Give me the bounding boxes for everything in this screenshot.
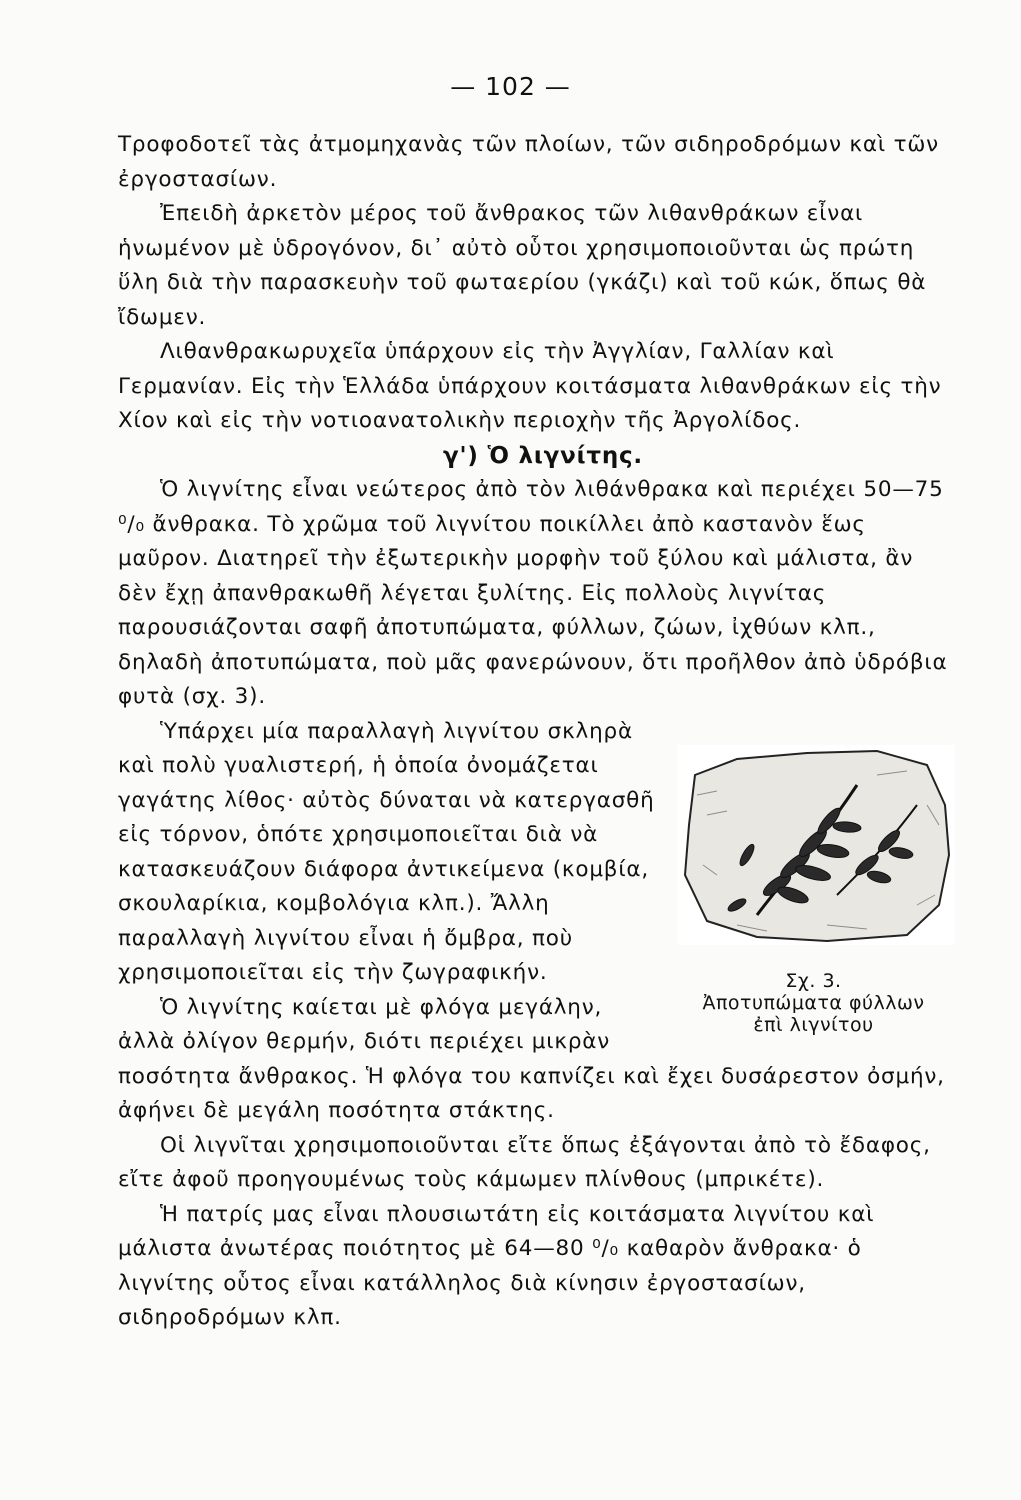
text-body xyxy=(118,128,948,1336)
figure xyxy=(671,745,956,1037)
figure-caption-line: ἐπὶ λιγνίτου xyxy=(753,1014,874,1036)
figure-caption-line: Ἀποτυπώματα φύλλων xyxy=(702,992,925,1014)
paragraph: Ἡ πατρίς μας εἶναι πλουσιωτάτη εἰς κοιτάσματα λιγνίτου καὶ μάλιστα ἀνωτέρας ποιότητος μὲ 64—80 ⁰/₀ καθαρὸν ἄνθρακα· ὁ λιγνίτης οὗτος εἶναι κατάλληλος διὰ κίνησιν ἐργοστασίων, σιδηροδρόμων κλπ. xyxy=(118,1201,875,1330)
paragraph: Ὁ λιγνίτης εἶναι νεώτερος ἀπὸ τὸν λιθάνθρακα καὶ περιέχει 50—75 ⁰/₀ ἄνθρακα. Τὸ χρῶμα τοῦ λιγνίτου ποικίλλει ἀπὸ καστανὸν ἕως μαῦρον. Διατηρεῖ τὴν ἐξωτερικὴν μορφὴν τοῦ ξύλου καὶ μάλιστα, ἂν δὲν ἔχῃ ἀπανθρακωθῆ λέγεται ξυλίτης. Εἰς πολλοὺς λιγνίτας παρουσιάζονται σαφῆ ἀποτυπώματα, φύλλων, ζώων, ἰχθύων κλπ., δηλαδὴ ἀποτυπώματα, ποὺ μᾶς φανερώνουν, ὅτι προῆλθον ἀπὸ ὑδρόβια φυτὰ (σχ. 3). xyxy=(118,477,948,709)
figure-caption xyxy=(671,970,956,1036)
figure-wrap-area xyxy=(118,715,948,1129)
paragraph: Λιθανθρακωρυχεῖα ὑπάρχουν εἰς τὴν Ἀγγλίαν, Γαλλίαν καὶ Γερμανίαν. Εἰς τὴν Ἑλλάδα ὑπάρχουν κοιτάσματα λιθανθράκων εἰς τὴν Χίον καὶ εἰς τὴν νοτιοανατολικὴν περιοχὴν τῆς Ἀργολίδος. xyxy=(118,339,942,433)
paragraph: Ὁ λιγνίτης καίεται μὲ φλόγα μεγάλην, ἀλλὰ ὀλίγον θερμήν, διότι περιέχει μικρὰν ποσότητα ἄνθρακος. Ἡ φλόγα του καπνίζει καὶ ἔχει δυσάρεστον ὀσμήν, ἀφήνει δὲ μεγάλη ποσότητα στάκτης. xyxy=(118,994,945,1123)
section-heading: γ') Ὁ λιγνίτης. xyxy=(443,442,643,469)
paragraph: Τροφοδοτεῖ τὰς ἀτμομηχανὰς τῶν πλοίων, τῶν σιδηροδρόμων καὶ τῶν ἐργοστασίων. xyxy=(118,132,939,192)
figure-label: Σχ. 3. xyxy=(785,970,842,992)
paragraph: Ἐπειδὴ ἀρκετὸν μέρος τοῦ ἄνθρακος τῶν λιθανθράκων εἶναι ἡνωμένον μὲ ὑδρογόνον, δι᾿ αὐτὸ οὗτοι χρησιμοποιοῦνται ὡς πρώτη ὕλη διὰ τὴν παρασκευὴν τοῦ φωταερίου (γκάζι) καὶ τοῦ κώκ, ὅπως θὰ ἴδωμεν. xyxy=(118,201,927,330)
paragraph: Ὑπάρχει μία παραλλαγὴ λιγνίτου σκληρὰ καὶ πολὺ γυαλιστερή, ἡ ὁποία ὀνομάζεται γαγάτης λίθος· αὐτὸς δύναται νὰ κατεργασθῆ εἰς τόρνον, ὁπότε χρησιμοποιεῖται διὰ νὰ κατασκευάζουν διάφορα ἀντικείμενα (κομβία, σκουλαρίκια, κομβολόγια κλπ.). Ἄλλη παραλλαγὴ λιγνίτου εἶναι ἡ ὄμβρα, ποὺ χρησιμοποιεῖται εἰς τὴν ζωγραφικήν. xyxy=(118,718,655,985)
paragraph: Οἱ λιγνῖται χρησιμοποιοῦνται εἴτε ὅπως ἐξάγονται ἀπὸ τὸ ἔδαφος, εἴτε ἀφοῦ προηγουμένως τοὺς κάμωμεν πλίνθους (μπρικέτε). xyxy=(118,1132,931,1192)
fossil-leaf-imprint-icon xyxy=(677,745,955,945)
page-number: — 102 — xyxy=(450,72,571,101)
